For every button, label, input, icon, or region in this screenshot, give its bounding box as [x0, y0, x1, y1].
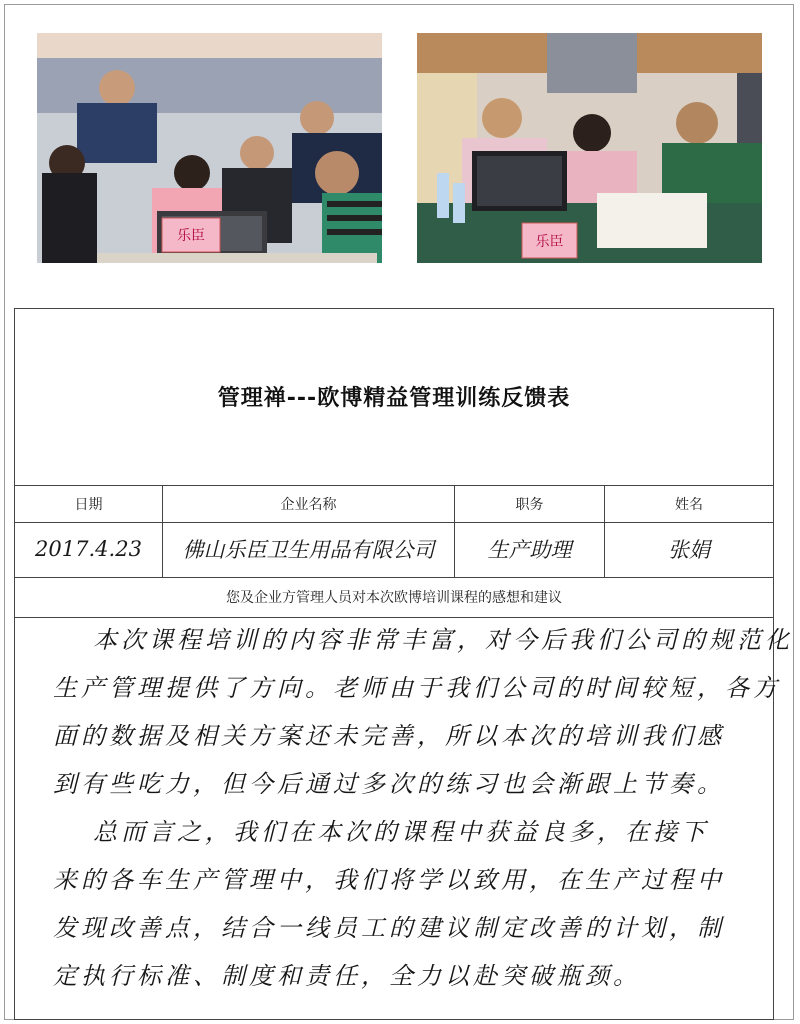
feedback-line-6: 来的各车生产管理中，我们将学以致用，在生产过程中 — [53, 866, 725, 894]
feedback-line-1: 本次课程培训的内容非常丰富，对今后我们公司的规范化 — [93, 626, 793, 654]
value-name: 张娟 — [668, 538, 710, 562]
value-company: 佛山乐臣卫生用品有限公司 — [163, 521, 455, 577]
handwritten-feedback — [53, 626, 793, 1011]
header-date: 日期 — [15, 486, 163, 522]
value-position: 生产助理 — [455, 521, 605, 577]
training-photo-right — [417, 33, 762, 263]
feedback-line-5: 总而言之，我们在本次的课程中获益良多，在接下 — [93, 818, 709, 846]
feedback-line-3: 面的数据及相关方案还未完善，所以本次的培训我们感 — [53, 722, 725, 750]
feedback-prompt: 您及企业方管理人员对本次欧博培训课程的感想和建议 — [15, 577, 773, 618]
feedback-line-7: 发现改善点，结合一线员工的建议制定改善的计划，制 — [53, 914, 725, 942]
feedback-line-8: 定执行标准、制度和责任，全力以赴突破瓶颈。 — [53, 962, 641, 990]
feedback-line-4: 到有些吃力，但今后通过多次的练习也会渐跟上节奏。 — [53, 770, 725, 798]
header-name: 姓名 — [675, 497, 703, 513]
form-value-row — [15, 521, 773, 578]
form-title: 管理禅---欧博精益管理训练反馈表 — [217, 386, 571, 411]
header-position: 职务 — [455, 486, 605, 522]
table-sign-right: 乐臣 — [535, 234, 564, 250]
form-header-row — [15, 485, 773, 523]
training-photo-left — [37, 33, 382, 263]
table-sign-left: 乐臣 — [177, 228, 205, 244]
header-company: 企业名称 — [163, 486, 455, 522]
feedback-form — [14, 308, 793, 1020]
value-date: 2017.4.23 — [15, 521, 163, 577]
feedback-line-2: 生产管理提供了方向。老师由于我们公司的时间较短，各方 — [53, 674, 781, 702]
